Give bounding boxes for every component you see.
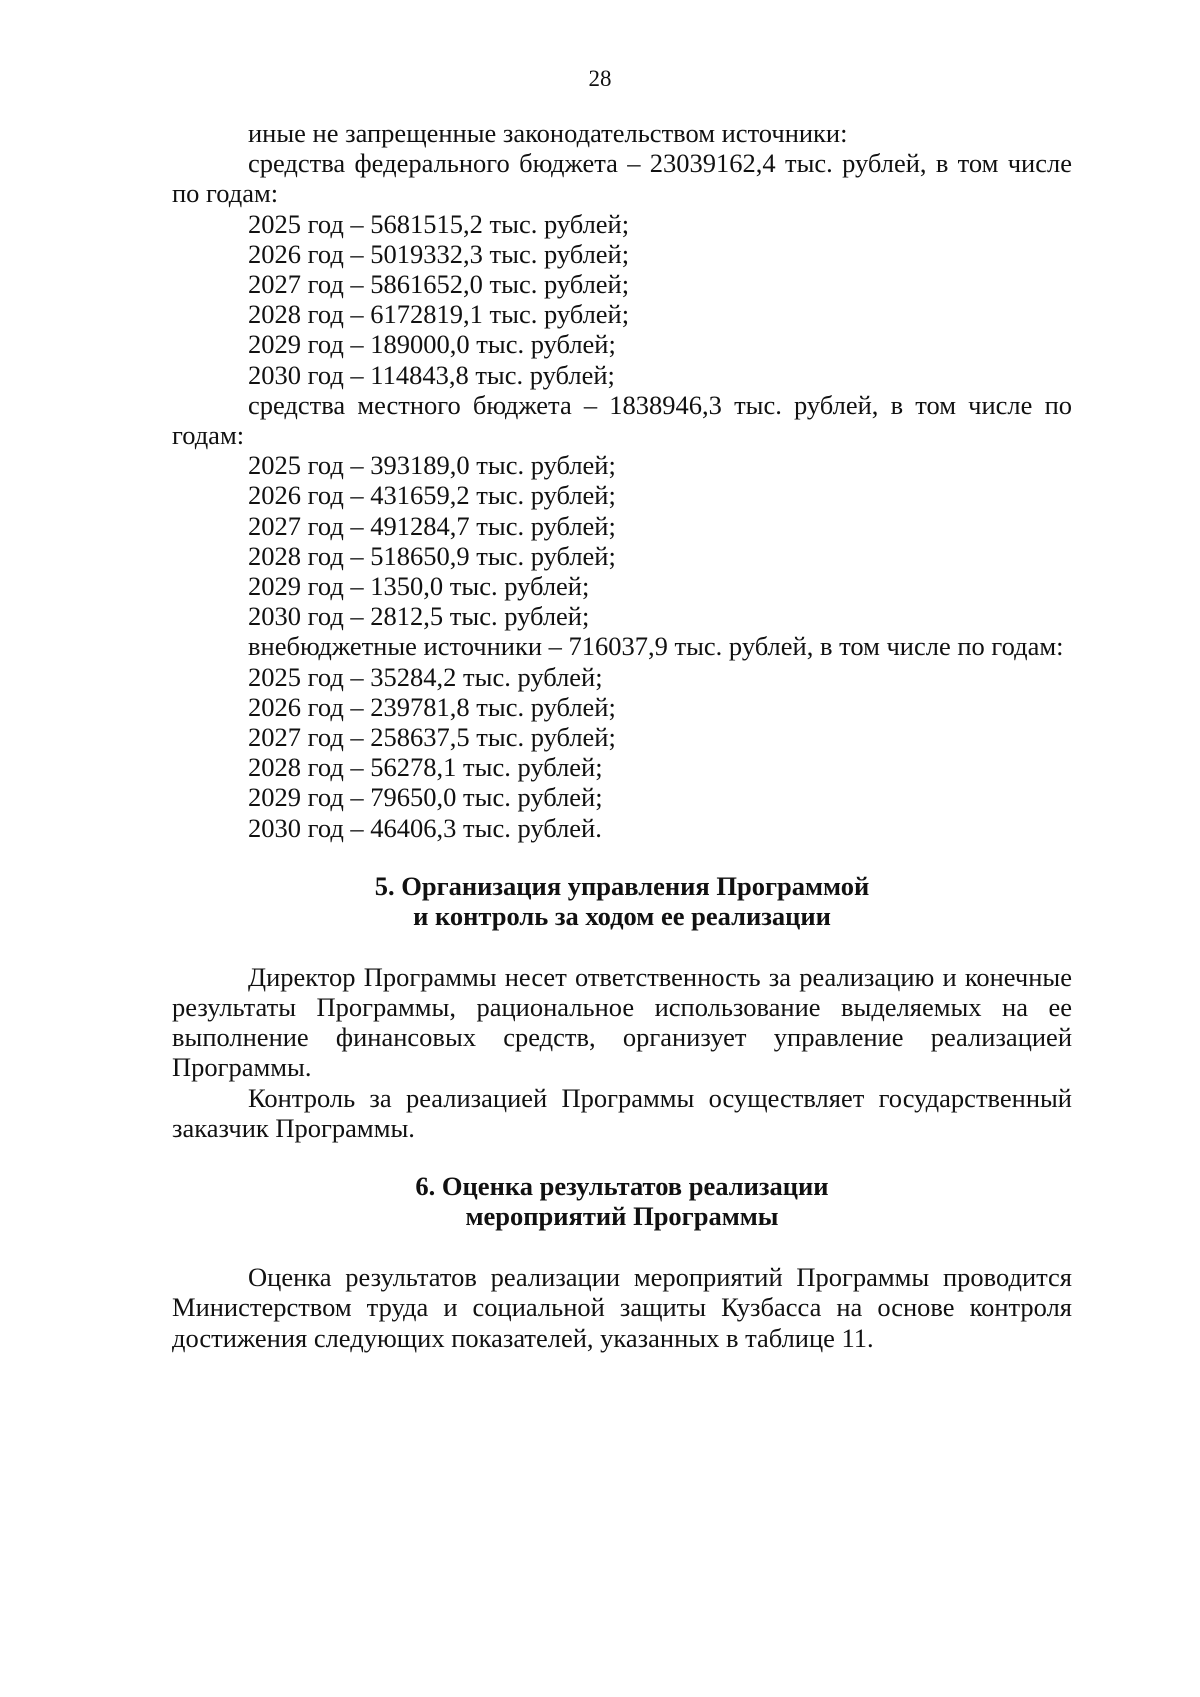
local-budget-lead: средства местного бюджета – 1838946,3 тыс. рублей, в том числе по	[248, 389, 1072, 420]
extra-year-2030: 2030 год – 46406,3 тыс. рублей.	[248, 812, 602, 843]
federal-year-2027: 2027 год – 5861652,0 тыс. рублей;	[248, 269, 630, 300]
section-5-p1-line3: выполнение финансовых средств, организует управление реализацией	[172, 1022, 1072, 1053]
section-6-heading-line2: мероприятий Программы	[465, 1201, 779, 1232]
section-6-heading-line1: 6. Оценка результатов реализации	[415, 1171, 829, 1202]
section-5-p1-line1: Директор Программы несет ответственность за реализацию и конечные	[248, 961, 1072, 992]
page-body	[172, 118, 1072, 1353]
section-6-p1-line1: Оценка результатов реализации мероприятий Программы проводится	[248, 1262, 1072, 1293]
local-year-2029: 2029 год – 1350,0 тыс. рублей;	[248, 571, 590, 602]
funding-intro-line: иные не запрещенные законодательством источники:	[248, 118, 848, 148]
federal-year-2030: 2030 год – 114843,8 тыс. рублей;	[248, 359, 615, 390]
page-number: 28	[588, 66, 612, 91]
federal-year-2029: 2029 год – 189000,0 тыс. рублей;	[248, 329, 616, 360]
section-6-paragraph-1	[172, 1262, 1072, 1353]
section-5-p1-line4: Программы.	[172, 1052, 312, 1083]
federal-budget-lead-cont: по годам:	[172, 178, 279, 209]
extra-year-2028: 2028 год – 56278,1 тыс. рублей;	[248, 752, 603, 783]
section-5-paragraph-1	[172, 962, 1072, 1083]
extra-year-2029: 2029 год – 79650,0 тыс. рублей;	[248, 782, 603, 813]
section-6-p1-line3: достижения следующих показателей, указанных в таблице 11.	[172, 1322, 874, 1353]
section-5-heading-line1: 5. Организация управления Программой	[374, 870, 870, 901]
local-year-2027: 2027 год – 491284,7 тыс. рублей;	[248, 510, 616, 541]
local-budget-lead-cont: годам:	[172, 420, 245, 451]
section-5-p2-line2: заказчик Программы.	[172, 1112, 415, 1143]
federal-budget-lead: средства федерального бюджета – 23039162,4 тыс. рублей, в том числе	[248, 148, 1072, 179]
local-year-2025: 2025 год – 393189,0 тыс. рублей;	[248, 450, 616, 481]
local-year-2026: 2026 год – 431659,2 тыс. рублей;	[248, 480, 616, 511]
extra-year-2026: 2026 год – 239781,8 тыс. рублей;	[248, 691, 616, 722]
section-5-p2-line1: Контроль за реализацией Программы осуществляет государственный	[248, 1082, 1072, 1113]
extra-year-2025: 2025 год – 35284,2 тыс. рублей;	[248, 661, 603, 692]
extra-budget-lead: внебюджетные источники – 716037,9 тыс. рублей, в том числе по годам:	[248, 631, 1064, 662]
extra-year-2027: 2027 год – 258637,5 тыс. рублей;	[248, 722, 616, 753]
section-5-heading-line2: и контроль за ходом ее реализации	[413, 900, 831, 931]
section-6-heading	[172, 1171, 1072, 1231]
federal-year-2028: 2028 год – 6172819,1 тыс. рублей;	[248, 299, 630, 330]
section-5-heading	[172, 871, 1072, 931]
section-6-p1-line2: Министерством труда и социальной защиты Кузбасса на основе контроля	[172, 1292, 1072, 1323]
local-year-2028: 2028 год – 518650,9 тыс. рублей;	[248, 540, 616, 571]
federal-year-2026: 2026 год – 5019332,3 тыс. рублей;	[248, 238, 630, 269]
local-year-2030: 2030 год – 2812,5 тыс. рублей;	[248, 601, 590, 632]
federal-year-2025: 2025 год – 5681515,2 тыс. рублей;	[248, 208, 630, 239]
section-5-p1-line2: результаты Программы, рациональное использование выделяемых на ее	[172, 992, 1072, 1023]
section-5-paragraph-2	[172, 1083, 1072, 1143]
